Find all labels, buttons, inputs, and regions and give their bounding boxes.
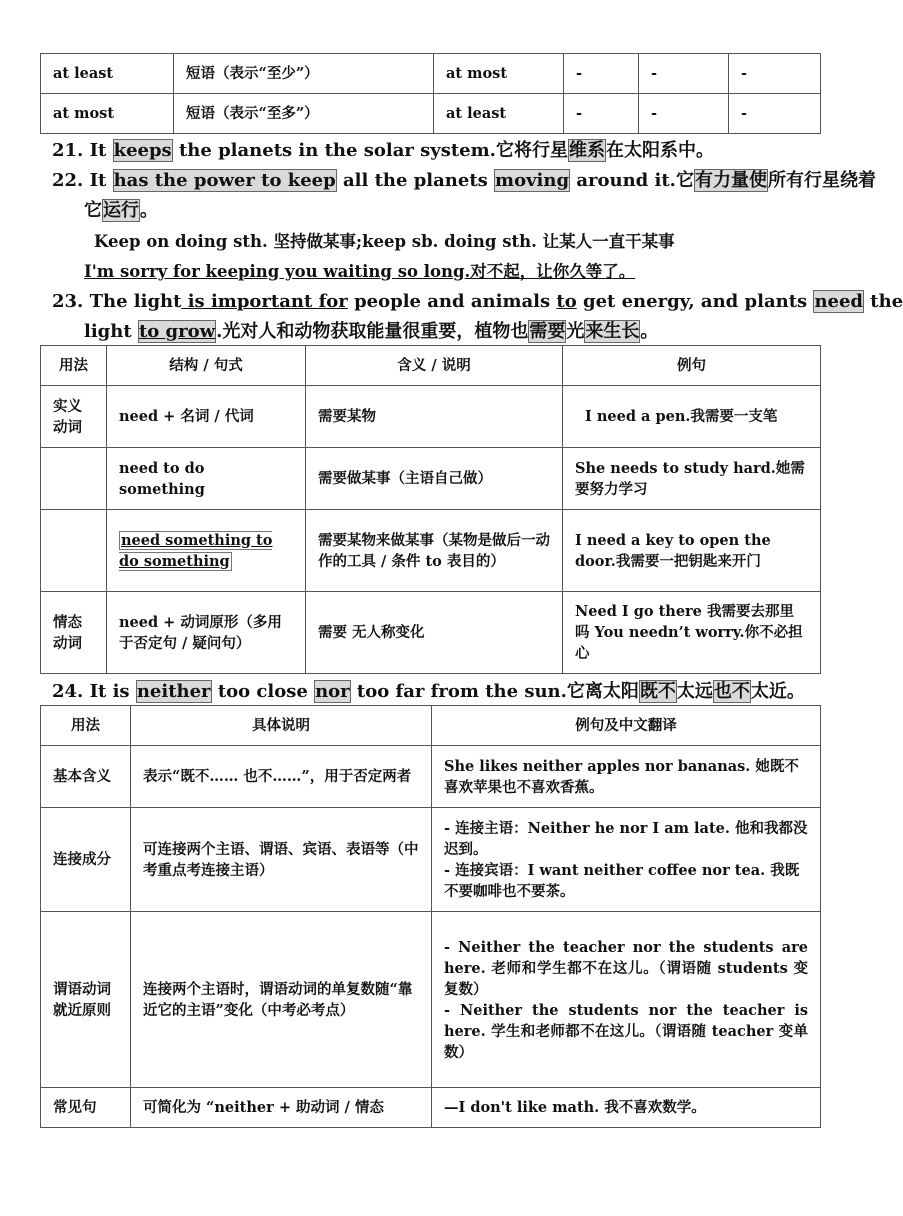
table-header: 用法 [41,346,107,386]
table-row [41,94,821,134]
table-cell: - [564,54,639,94]
highlight-laishengzhang: 来生长 [585,321,640,342]
sentence-21: 21. It keeps the planets in the solar system.它将行星维系在太阳系中。 [52,140,714,161]
highlight-moving: moving [495,170,570,191]
table-header: 具体说明 [131,706,432,746]
table-cell: 需要做某事（主语自己做） [306,448,563,510]
table-cell: at most [434,54,564,94]
table-cell: 连接成分 [41,808,131,912]
highlight-xuyao: 需要 [529,321,566,342]
table-cell: 需要某物来做某事（某物是做后一动作的工具 / 条件 to 表目的） [306,510,563,592]
table-row [41,510,821,592]
table-cell: I need a pen.我需要一支笔 [563,386,821,448]
table-row [41,912,821,1088]
table-cell: - [639,54,729,94]
table-row [41,386,821,448]
table-header: 用法 [41,706,131,746]
keep-usage-note: Keep on doing sth. 坚持做某事;keep sb. doing sth. 让某人一直干某事 [94,232,675,251]
table-row [41,54,821,94]
table-cell: 可连接两个主语、谓语、宾语、表语等（中考重点考连接主语） [131,808,432,912]
highlight-neither: neither [136,681,211,702]
sentence-22-line2: 它运行。 [84,200,158,221]
table-cell: 谓语动词就近原则 [41,912,131,1088]
sentence-22: 22. It has the power to keep all the planets moving around it.它有力量使所有行星绕着 [52,170,876,191]
table-cell: 常见句 [41,1088,131,1128]
table-row [41,746,821,808]
table-header: 例句及中文翻译 [432,706,821,746]
table-cell: - [729,94,821,134]
sentence-24: 24. It is neither too close nor too far from the sun.它离太阳既不太远也不太近。 [52,681,805,702]
sentence-23: 23. The light is important for people and animals to get energy, and plants need the [52,291,903,312]
table-cell: She likes neither apples nor bananas. 她既不喜欢苹果也不喜欢香蕉。 [432,746,821,808]
highlight-yebu: 也不 [713,681,750,702]
table-cell: Need I go there 我需要去那里吗 You needn’t worry.你不必担心 [563,592,821,674]
highlight-nor: nor [315,681,350,702]
highlight-yunxing: 运行 [103,200,139,221]
table-cell: I need a key to open the door.我需要一把钥匙来开门 [563,510,821,592]
table-row [41,808,821,912]
table-cell: 表示“既不…… 也不……”，用于否定两者 [131,746,432,808]
highlight-power: has the power to keep [113,170,336,191]
table-header-row [41,346,821,386]
table-cell: at most [41,94,174,134]
table-cell: - Neither the teacher nor the students are here. 老师和学生都不在这儿。（谓语随 students 变复数） - Neither the students nor the teacher is here. 学生和老师都不在这儿。（谓语随 teacher 变单数） [432,912,821,1088]
table-cell: 需要 无人称变化 [306,592,563,674]
table-cell: - [564,94,639,134]
highlight-youliliang: 有力量使 [694,170,767,191]
neither-nor-table [40,705,821,1128]
table-cell: at least [434,94,564,134]
table-cell: 可简化为 “neither + 助动词 / 情态 [131,1088,432,1128]
table-cell: at least [41,54,174,94]
table-cell: need + 动词原形（多用于否定句 / 疑问句） [107,592,306,674]
sentence-23-line2: light to grow.光对人和动物获取能量很重要，植物也需要光来生长。 [84,321,659,342]
keep-example: I'm sorry for keeping you waiting so long.对不起，让你久等了。 [84,262,636,281]
table-header: 含义 / 说明 [306,346,563,386]
need-usage-table [40,345,821,674]
table-row [41,1088,821,1128]
table-cell [107,510,306,592]
boxed-structure: need something to do something [119,531,273,570]
table-cell: 短语（表示“至少”） [174,54,434,94]
table-cell [41,448,107,510]
table-row [41,448,821,510]
table-cell: - [639,94,729,134]
table-row [41,592,821,674]
table-header: 结构 / 句式 [107,346,306,386]
table-header: 例句 [563,346,821,386]
table-cell: 情态动词 [41,592,107,674]
table-cell [41,510,107,592]
highlight-need: need [814,291,864,312]
highlight-jibu: 既不 [639,681,676,702]
table-cell: 需要某物 [306,386,563,448]
highlight-keeps: keeps [113,140,172,161]
table-cell: 短语（表示“至多”） [174,94,434,134]
table-cell: She needs to study hard.她需要努力学习 [563,448,821,510]
highlight-to-grow: to grow [138,321,216,342]
table-cell: need + 名词 / 代词 [107,386,306,448]
table-cell: - [729,54,821,94]
table-cell: 实义动词 [41,386,107,448]
table-cell: need to do something [107,448,306,510]
table-header-row [41,706,821,746]
table-cell: 基本含义 [41,746,131,808]
table-cell: 连接两个主语时，谓语动词的单复数随“靠近它的主语”变化（中考必考点） [131,912,432,1088]
highlight-weixi: 维系 [568,140,605,161]
phrase-table [40,53,821,134]
table-cell: —I don't like math. 我不喜欢数学。 [432,1088,821,1128]
table-cell: - 连接主语：Neither he nor I am late. 他和我都没迟到。 - 连接宾语：I want neither coffee nor tea. 我既不要咖啡也不要茶。 [432,808,821,912]
